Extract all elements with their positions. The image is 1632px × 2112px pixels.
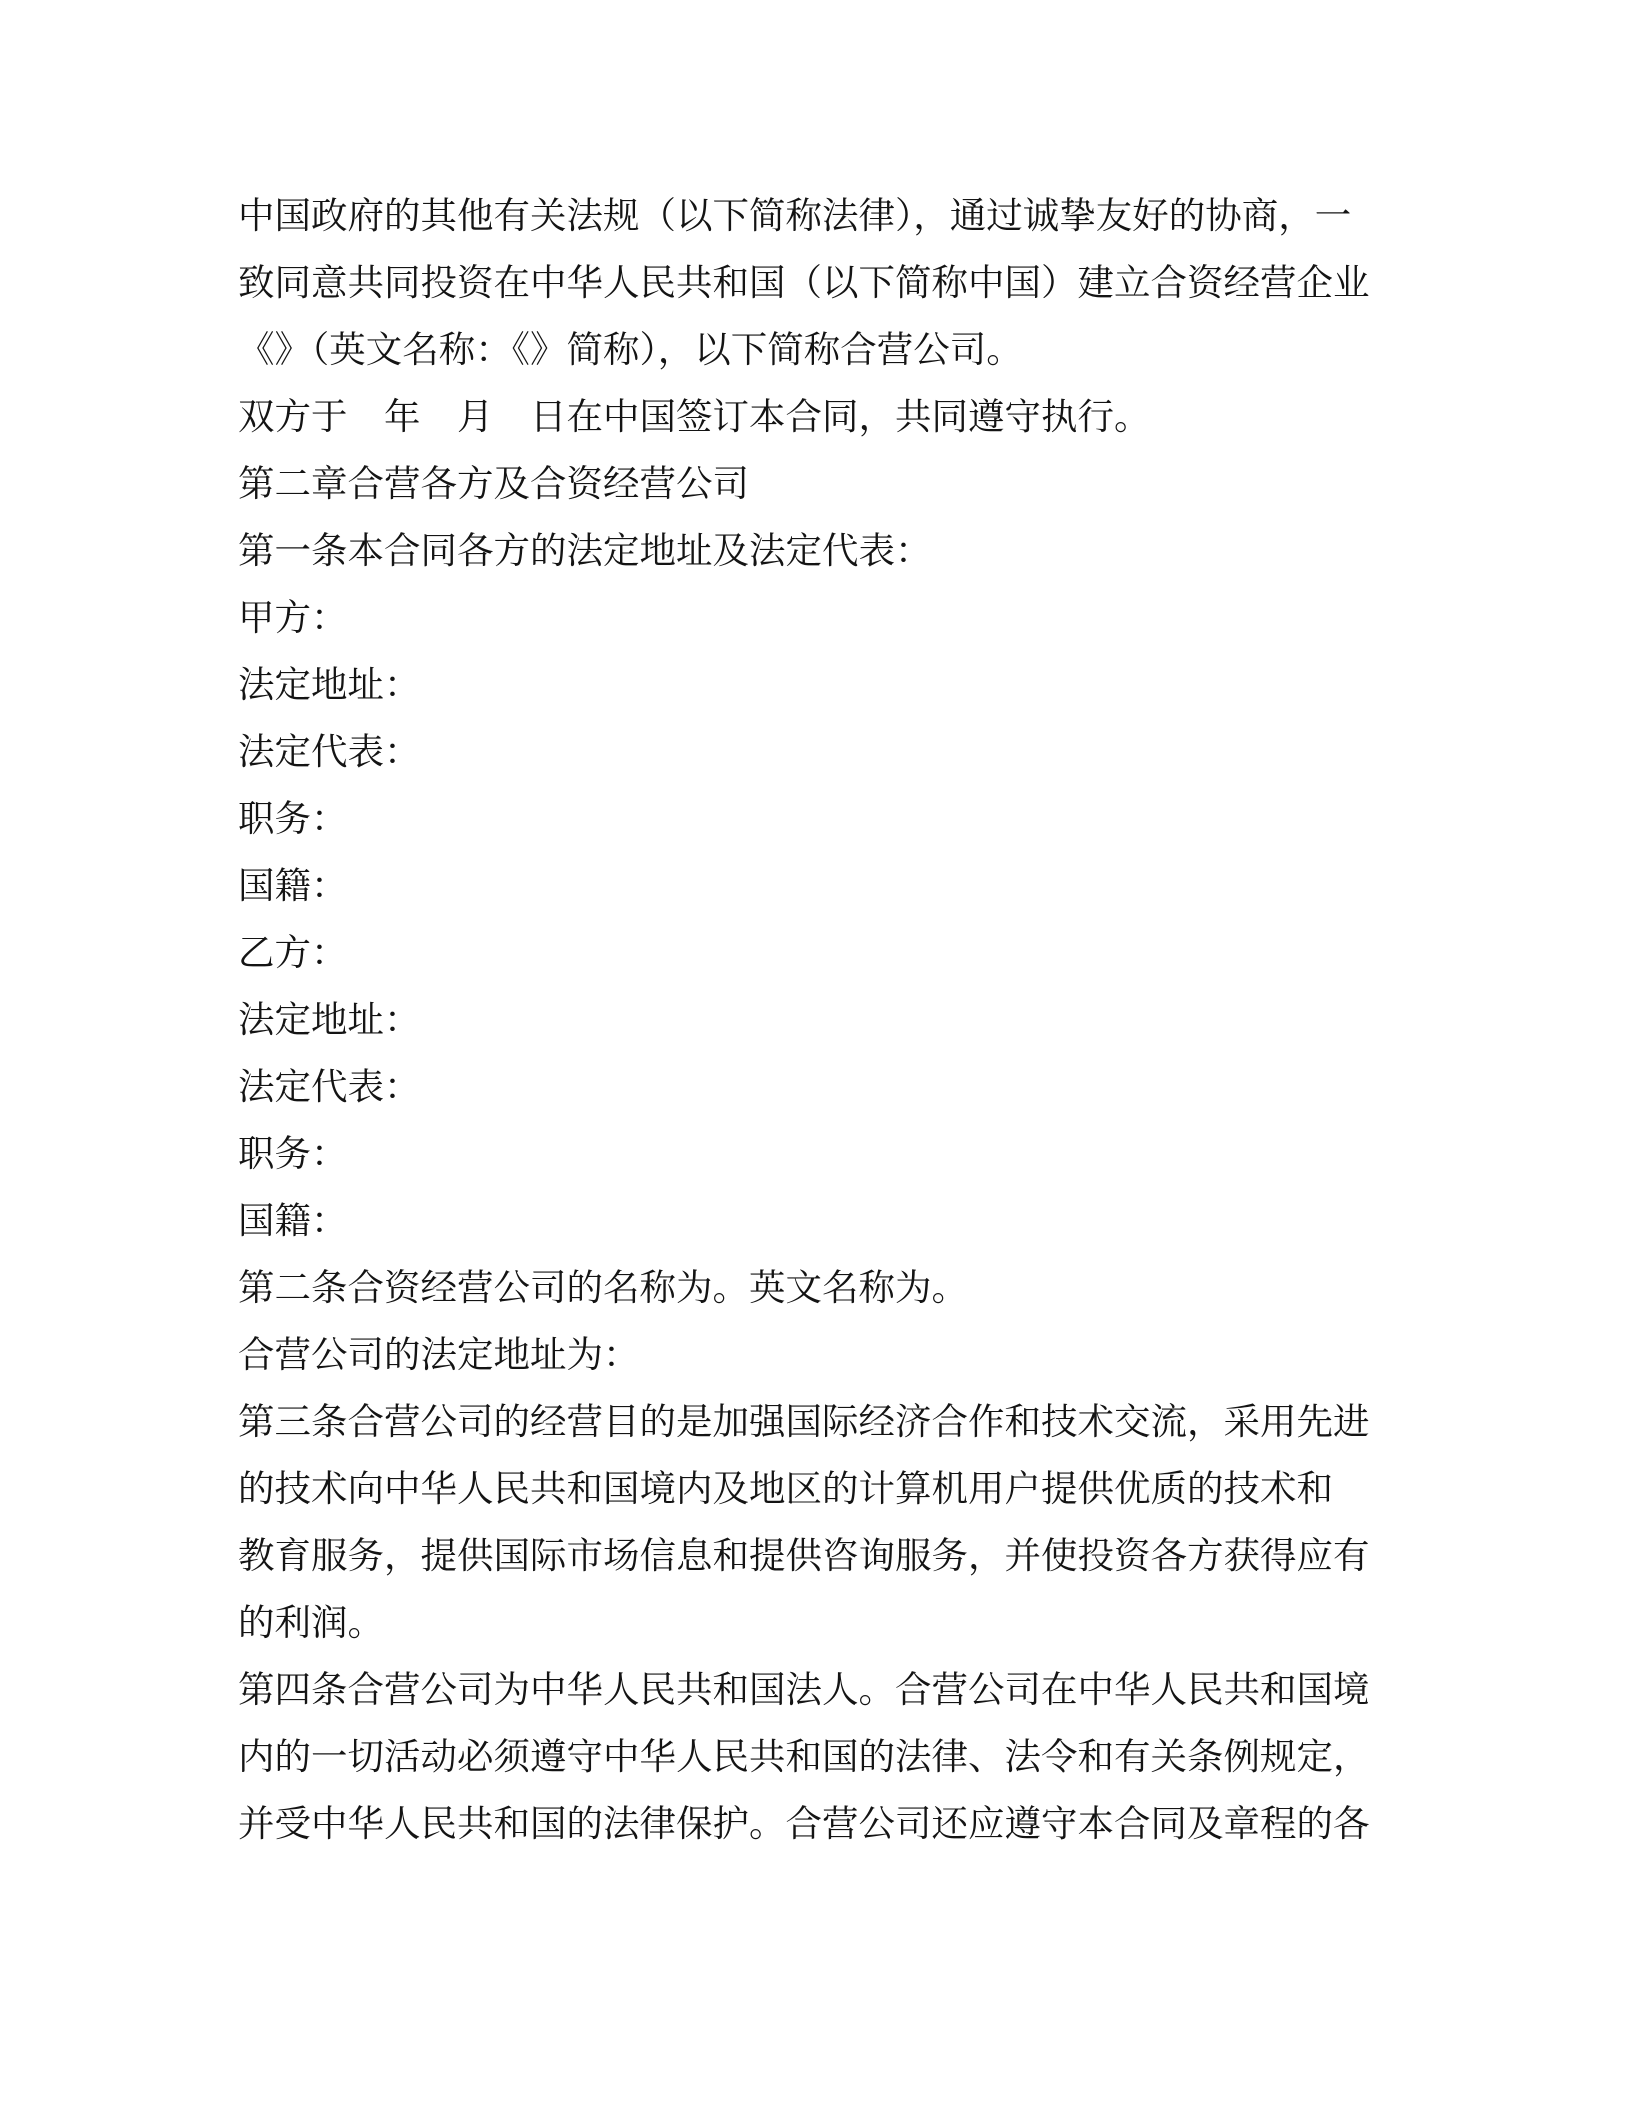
signing-date-text: 双方于 年 月 日在中国签订本合同，共同遵守执行。 [238,395,1151,438]
paragraph-line-3: 《》（英文名称：《》简称），以下简称合营公司。 [238,328,1023,371]
article-4-line-1: 第四条合营公司为中华人民共和国法人。合营公司在中华人民共和国境 [238,1668,1370,1711]
article-4-line-3: 并受中华人民共和国的法律保护。合营公司还应遵守本合同及章程的各 [238,1802,1370,1845]
article-3-line-3: 教育服务，提供国际市场信息和提供咨询服务，并使投资各方获得应有 [238,1534,1370,1577]
party-a-representative-label: 法定代表： [238,730,421,773]
party-b-label: 乙方： [238,931,348,974]
chapter-heading: 第二章合营各方及合资经营公司 [238,462,749,505]
party-b-nationality-label: 国籍： [238,1199,348,1242]
paragraph-line-1: 中国政府的其他有关法规（以下简称法律），通过诚挚友好的协商，一 [238,194,1352,237]
party-a-nationality-label: 国籍： [238,864,348,907]
party-b-representative-label: 法定代表： [238,1065,421,1108]
party-b-position-label: 职务： [238,1132,348,1175]
article-3-line-4: 的利润。 [238,1601,384,1644]
paragraph-line-2: 致同意共同投资在中华人民共和国（以下简称中国）建立合资经营企业 [238,261,1370,304]
article-4-line-2: 内的一切活动必须遵守中华人民共和国的法律、法令和有关条例规定， [238,1735,1370,1778]
party-a-label: 甲方： [238,596,348,639]
signing-date-line [238,383,1394,450]
party-b-address-label: 法定地址： [238,998,421,1041]
party-a-address-label: 法定地址： [238,663,421,706]
article-3-line-2: 的技术向中华人民共和国境内及地区的计算机用户提供优质的技术和 [238,1467,1333,1510]
article-1-heading: 第一条本合同各方的法定地址及法定代表： [238,529,932,572]
document-body [238,182,1394,1857]
article-2-text: 第二条合资经营公司的名称为。英文名称为。 [238,1266,968,1309]
company-address-label: 合营公司的法定地址为： [238,1333,640,1376]
party-a-position-label: 职务： [238,797,348,840]
article-3-line-1: 第三条合营公司的经营目的是加强国际经济合作和技术交流，采用先进 [238,1400,1370,1443]
